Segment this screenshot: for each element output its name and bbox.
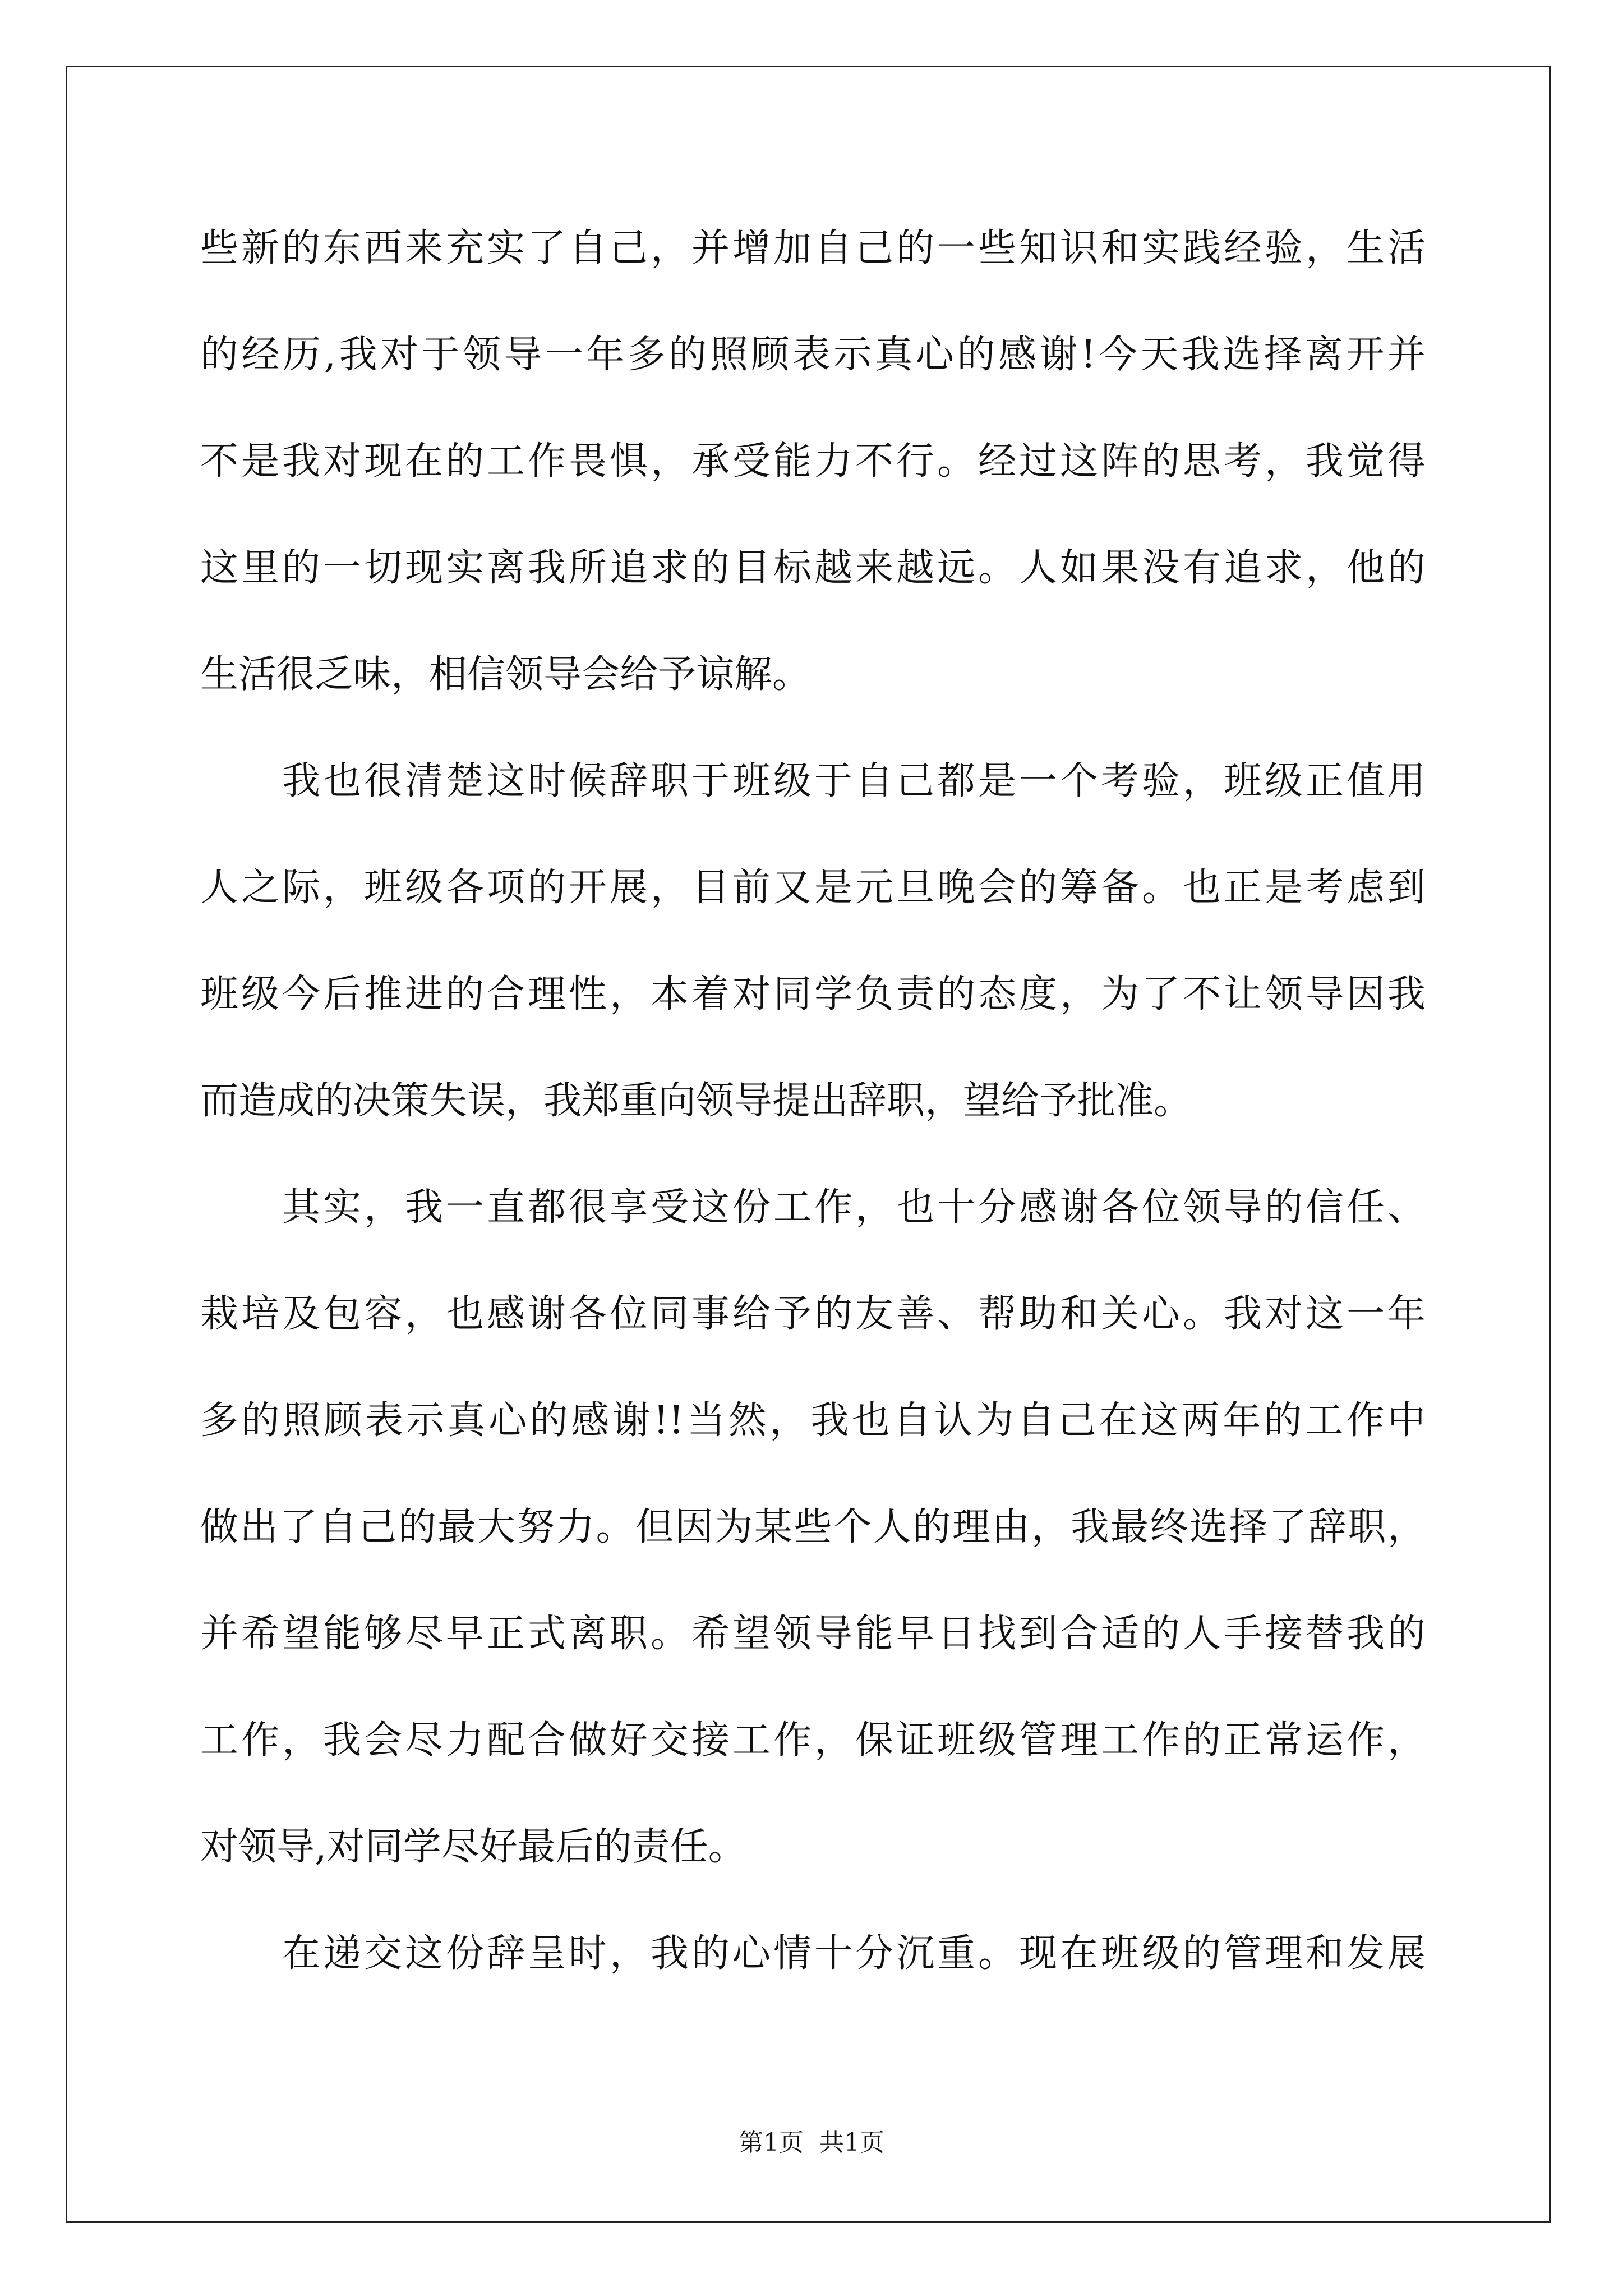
text-line: 其实，我一直都很享受这份工作，也十分感谢各位领导的信任、: [282, 1185, 1426, 1230]
text-line: 人之际，班级各项的开展，目前又是元旦晚会的筹备。也正是考虑到: [200, 866, 1426, 910]
text-line: 工作，我会尽力配合做好交接工作，保证班级管理工作的正常运作，: [200, 1718, 1426, 1763]
text-line: 在递交这份辞呈时，我的心情十分沉重。现在班级的管理和发展: [282, 1931, 1426, 1976]
text-line: 班级今后推进的合理性，本着对同学负责的态度，为了不让领导因我: [200, 972, 1426, 1016]
text-line: 多的照顾表示真心的感谢!!当然，我也自认为自己在这两年的工作中: [200, 1398, 1426, 1443]
text-line: 这里的一切现实离我所追求的目标越来越远。人如果没有追求，他的: [200, 546, 1426, 590]
text-line: 些新的东西来充实了自己，并增加自己的一些知识和实践经验，生活: [200, 226, 1426, 270]
text-line: 而造成的决策失误，我郑重向领导提出辞职，望给予批准。: [200, 1079, 1192, 1123]
text-line: 生活很乏味，相信领导会给予谅解。: [200, 652, 811, 697]
paragraph: [200, 195, 1426, 728]
text-line: 并希望能够尽早正式离职。希望领导能早日找到合适的人手接替我的: [200, 1612, 1426, 1656]
document-body: [200, 195, 1426, 2007]
page-number-footer: 第1页 共1页: [739, 2128, 884, 2157]
paragraph: [200, 1901, 1426, 2007]
text-line: 栽培及包容，也感谢各位同事给予的友善、帮助和关心。我对这一年: [200, 1292, 1426, 1336]
text-line: 不是我对现在的工作畏惧，承受能力不行。经过这阵的思考，我觉得: [200, 439, 1426, 484]
paragraph: [200, 1154, 1426, 1901]
paragraph: [200, 728, 1426, 1154]
text-line: 对领导,对同学尽好最后的责任。: [200, 1825, 746, 1869]
text-line: 做出了自己的最大努力。但因为某些个人的理由，我最终选择了辞职，: [200, 1505, 1426, 1549]
text-line: 的经历,我对于领导一年多的照顾表示真心的感谢!今天我选择离开并: [200, 333, 1426, 377]
text-line: 我也很清楚这时候辞职于班级于自己都是一个考验，班级正值用: [282, 759, 1426, 803]
